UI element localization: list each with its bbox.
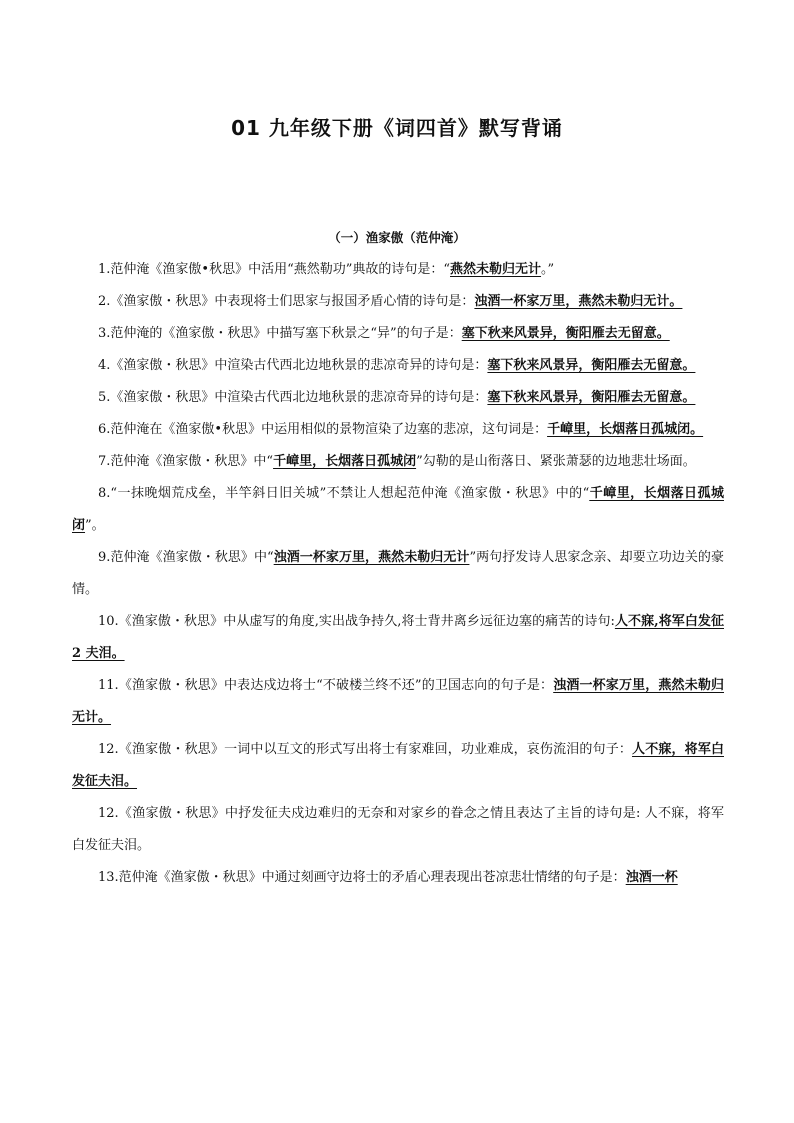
- answer-text: 人不寐，将军白发征夫泪。: [72, 742, 724, 789]
- question-item: [72, 286, 724, 318]
- question-item: [72, 862, 724, 894]
- answer-text: 千嶂里，长烟落日孤城闭: [72, 486, 724, 533]
- question-text: 8.“一抹晚烟荒戍垒，半竿斜日旧关城”不禁让人想起范仲淹《渔家傲・秋思》中的“: [98, 486, 590, 501]
- answer-text: 塞下秋来风景异，衡阳雁去无留意。: [487, 390, 696, 405]
- question-list: [72, 254, 724, 894]
- question-item: [72, 478, 724, 542]
- question-tail: ”勾勒的是山衔落日、紧张萧瑟的边地悲壮场面。: [416, 454, 696, 469]
- question-item: [72, 606, 724, 670]
- question-tail: ”两句抒发诗人思家念亲、却要立功边关的豪情。: [72, 550, 724, 597]
- question-text: 3.范仲淹的《渔家傲・秋思》中描写塞下秋景之“异”的句子是：: [98, 326, 462, 341]
- answer-text: 燕然未勒归无计: [450, 262, 542, 277]
- answer-text: 浊酒一杯家万里，燕然未勒归无计。: [474, 294, 683, 309]
- question-item: [72, 734, 724, 798]
- question-item: [72, 350, 724, 382]
- answer-text: 人不寐,将军白发征 2 夫泪。: [72, 614, 724, 661]
- question-text: 4.《渔家傲・秋思》中渲染古代西北边地秋景的悲凉奇异的诗句是：: [98, 358, 488, 373]
- question-item: [72, 414, 724, 446]
- answer-text: 塞下秋来风景异，衡阳雁去无留意。: [487, 358, 696, 373]
- answer-text: 浊酒一杯家万里，燕然未勒归无计: [273, 550, 470, 565]
- answer-text: 浊酒一杯: [625, 870, 678, 885]
- question-text: 6.范仲淹在《渔家傲•秋思》中运用相似的景物渲染了边塞的悲凉，这句词是：: [98, 422, 548, 437]
- question-tail: ”。: [85, 518, 105, 533]
- question-item: [72, 254, 724, 286]
- question-item: [72, 670, 724, 734]
- question-text: 12.《渔家傲・秋思》中抒发征夫戍边难归的无奈和对家乡的眷念之情且表达了主旨的诗句是: 人不寐，将军白发征夫泪。: [72, 806, 724, 853]
- page-title: 01 九年级下册《词四首》默写背诵: [231, 116, 563, 140]
- question-text: 11.《渔家傲・秋思》中表达戍边将士“不破楼兰终不还”的卫国志向的句子是：: [98, 678, 554, 693]
- question-text: 7.范仲淹《渔家傲・秋思》中“: [98, 454, 274, 469]
- question-item: [72, 446, 724, 478]
- answer-text: 千嶂里，长烟落日孤城闭: [273, 454, 417, 469]
- section-heading: （一）渔家傲（范仲淹）: [328, 230, 466, 245]
- question-item: [72, 798, 724, 862]
- question-text: 2.《渔家傲・秋思》中表现将士们思家与报国矛盾心情的诗句是：: [98, 294, 475, 309]
- question-tail: 。”: [541, 262, 555, 277]
- question-text: 9.范仲淹《渔家傲・秋思》中“: [98, 550, 274, 565]
- question-item: [72, 542, 724, 606]
- question-item: [72, 382, 724, 414]
- question-text: 10.《渔家傲・秋思》中从虚写的角度,实出战争持久,将士背井离乡远征边塞的痛苦的诗句:: [98, 614, 615, 629]
- answer-text: 浊酒一杯家万里，燕然未勒归无计。: [72, 678, 724, 725]
- question-item: [72, 318, 724, 350]
- question-text: 1.范仲淹《渔家傲•秋思》中活用“燕然勒功”典故的诗句是：“: [98, 262, 451, 277]
- question-text: 12.《渔家傲・秋思》一词中以互文的形式写出将士有家难回，功业难成，哀伤流泪的句子：: [98, 742, 633, 757]
- question-text: 5.《渔家傲・秋思》中渲染古代西北边地秋景的悲凉奇异的诗句是：: [98, 390, 488, 405]
- question-text: 13.范仲淹《渔家傲・秋思》中通过刻画守边将士的矛盾心理表现出苍凉悲壮情绪的句子是：: [98, 870, 626, 885]
- answer-text: 塞下秋来风景异，衡阳雁去无留意。: [461, 326, 670, 341]
- answer-text: 千嶂里，长烟落日孤城闭。: [547, 422, 704, 437]
